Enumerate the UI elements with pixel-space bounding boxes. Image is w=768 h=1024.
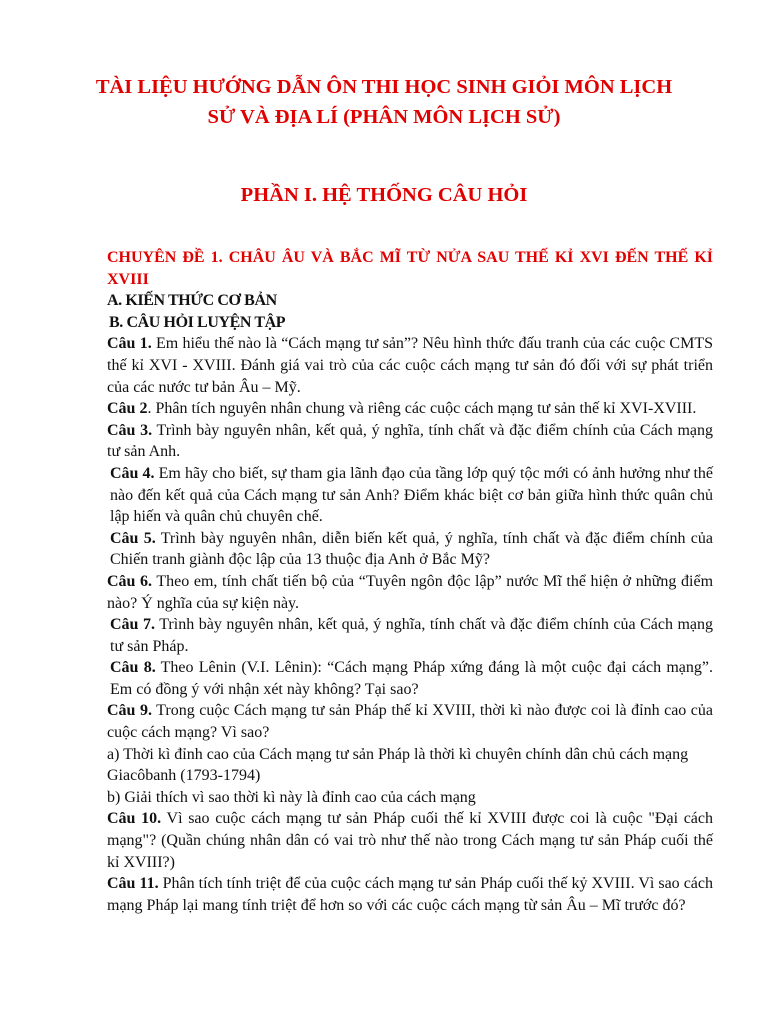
question-label: Câu 10. bbox=[107, 810, 162, 828]
question-text: Theo em, tính chất tiến bộ của “Tuyên ngôn độc lập” nước Mĩ thể hiện ở những điểm nào? Ý nghĩa của sự kiện này. bbox=[107, 572, 714, 612]
question-11 bbox=[107, 873, 713, 916]
question-8 bbox=[107, 657, 713, 700]
question-1 bbox=[107, 333, 713, 398]
question-label: Câu 11. bbox=[107, 875, 159, 893]
question-9 bbox=[107, 700, 713, 743]
question-2 bbox=[107, 398, 713, 420]
document-title bbox=[60, 72, 708, 132]
question-label: Câu 5. bbox=[110, 529, 156, 547]
question-5 bbox=[107, 528, 713, 571]
title-line-1: TÀI LIỆU HƯỚNG DẪN ÔN THI HỌC SINH GIỎI MÔN LỊCH bbox=[95, 76, 673, 98]
question-4 bbox=[107, 463, 713, 528]
question-text: Phân tích tính triệt để của cuộc cách mạng tư sản Pháp cuối thế kỷ XVIII. Vì sao cách mạng Pháp lại mang tính triệt để hơn so với các cuộc cách mạng từ sản Âu – Mĩ trước đó? bbox=[107, 875, 713, 914]
question-label: Câu 6. bbox=[107, 572, 153, 590]
document-body bbox=[107, 247, 713, 916]
question-text: Trình bày nguyên nhân, kết quả, ý nghĩa, tính chất và đặc điểm chính của Cách mạng tư sản Pháp. bbox=[110, 616, 714, 655]
question-7 bbox=[107, 614, 713, 657]
question-3 bbox=[107, 420, 713, 463]
question-text: Trong cuộc Cách mạng tư sản Pháp thế kỉ XVIII, thời kì nào được coi là đỉnh cao của cuộc cách mạng? Vì sao? bbox=[107, 702, 714, 742]
question-label: Câu 7. bbox=[110, 616, 155, 634]
question-text: Trình bày nguyên nhân, kết quả, ý nghĩa, tính chất và đặc điểm chính của Cách mạng tư sản Anh. bbox=[107, 421, 714, 461]
question-label: Câu 1. bbox=[107, 335, 152, 353]
question-text: Vì sao cuộc cách mạng tư sản Pháp cuối thế kỉ XVIII được coi là cuộc "Đại cách mạng"? (Quần chúng nhân dân có vai trò như thế nào trong Cách mạng tư sản Pháp cuối thế kỉ XVIII?) bbox=[107, 810, 714, 871]
title-line-2: SỬ VÀ ĐỊA LÍ (PHÂN MÔN LỊCH SỬ) bbox=[207, 106, 561, 128]
question-10 bbox=[107, 808, 713, 873]
question-text: . Phân tích nguyên nhân chung và riêng các cuộc cách mạng tư sản thế kỉ XVI-XVIII. bbox=[147, 400, 697, 418]
question-label: Câu 9. bbox=[107, 702, 152, 720]
question-6 bbox=[107, 571, 713, 614]
section-a-heading: A. KIẾN THỨC CƠ BẢN bbox=[107, 292, 277, 310]
question-text: Trình bày nguyên nhân, diễn biến kết quả, ý nghĩa, tính chất và đặc điểm chính của Chiến tranh giành độc lập của 13 thuộc địa Anh ở Bắc Mỹ? bbox=[110, 529, 714, 569]
topic-heading: CHUYÊN ĐỀ 1. CHÂU ÂU VÀ BẮC MĨ TỪ NỬA SAU THẾ KỈ XVI ĐẾN THẾ KỈ XVIII bbox=[107, 249, 713, 288]
part-heading: PHẦN I. HỆ THỐNG CÂU HỎI bbox=[240, 184, 528, 206]
question-text: Em hiểu thế nào là “Cách mạng tư sản”? Nêu hình thức đấu tranh của các cuộc CMTS thế kỉ XVI - XVIII. Đánh giá vai trò của các cuộc cách mạng tư sản đó đối với sự phát triển của các nước tư bản Âu – Mỹ. bbox=[107, 335, 714, 396]
question-9-answer-b: b) Giải thích vì sao thời kì này là đỉnh cao của cách mạng bbox=[107, 788, 476, 806]
question-text: Em hãy cho biết, sự tham gia lãnh đạo của tầng lớp quý tộc mới có ảnh hưởng như thế nào đến kết quả của Cách mạng tư sản Anh? Điểm khác biệt cơ bản giữa hình thức quân chủ lập hiến và quân chủ chuyên chế. bbox=[110, 464, 714, 526]
question-label: Câu 8. bbox=[110, 659, 156, 677]
question-9-answer-a: a) Thời kì đỉnh cao của Cách mạng tư sản Pháp là thời kì chuyên chính dân chủ cách mạng Giacôbanh (1793-1794) bbox=[107, 745, 689, 785]
question-text: Theo Lênin (V.I. Lênin): “Cách mạng Pháp xứng đáng là một cuộc đại cách mạng”. Em có đồng ý với nhận xét này không? Tại sao? bbox=[110, 659, 713, 698]
question-label: Câu 3. bbox=[107, 421, 153, 439]
question-label: Câu 2 bbox=[107, 400, 148, 418]
section-b-heading: B. CÂU HỎI LUYỆN TẬP bbox=[109, 313, 286, 331]
question-label: Câu 4. bbox=[110, 464, 155, 482]
